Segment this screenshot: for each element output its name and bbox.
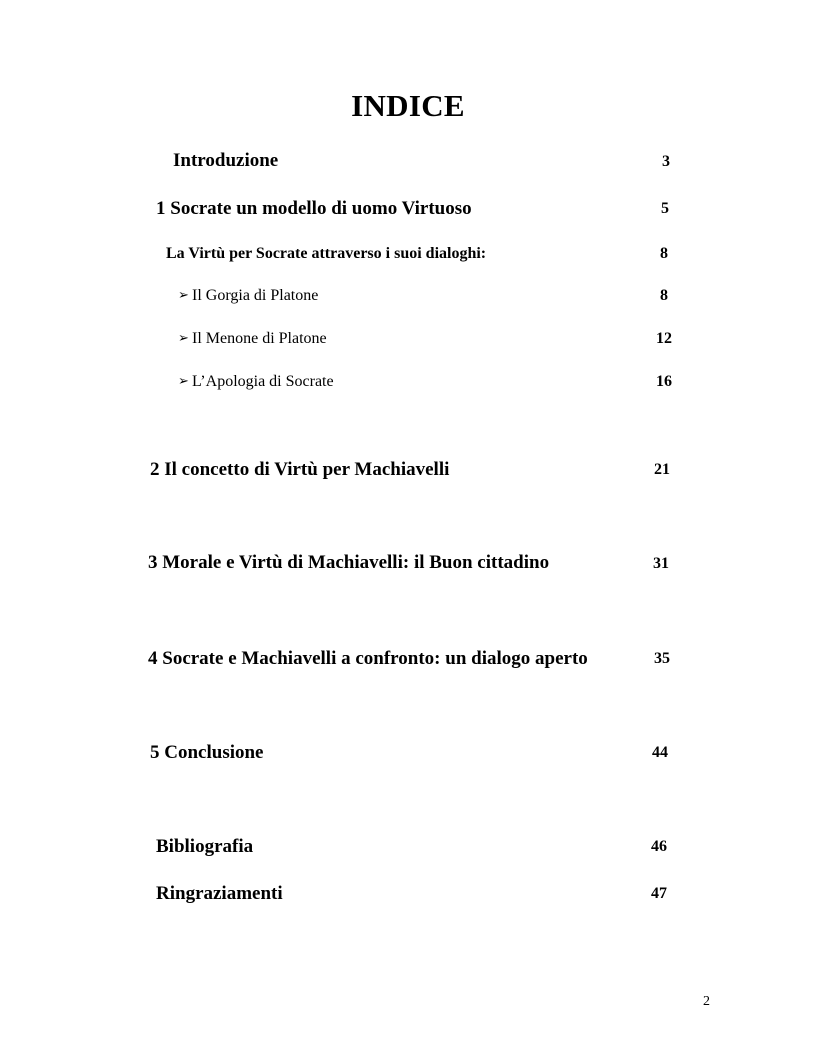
toc-entry-chapter-3[interactable]: 3 Morale e Virtù di Machiavelli: il Buon cittadino — [148, 552, 550, 573]
footer-page-number: 2 — [703, 994, 710, 1009]
toc-entry-menone-label: Il Menone di Platone — [192, 330, 327, 347]
toc-page-chapter-1: 5 — [661, 200, 669, 217]
toc-entry-chapter-1[interactable]: 1 Socrate un modello di uomo Virtuoso — [156, 198, 472, 219]
toc-entry-bibliografia[interactable]: Bibliografia — [156, 836, 254, 857]
toc-page-virtu-socrate: 8 — [660, 245, 668, 262]
page-title: INDICE — [351, 88, 465, 123]
toc-page-apologia: 16 — [656, 373, 672, 390]
toc-entry-chapter-5[interactable]: 5 Conclusione — [150, 742, 264, 763]
toc-entry-apologia[interactable] — [178, 373, 334, 391]
toc-entry-virtu-socrate[interactable]: La Virtù per Socrate attraverso i suoi dialoghi: — [166, 245, 487, 262]
toc-entry-chapter-4[interactable]: 4 Socrate e Machiavelli a confronto: un dialogo aperto — [148, 648, 588, 669]
toc-entry-apologia-label: L’Apologia di Socrate — [192, 373, 334, 390]
toc-page-chapter-3: 31 — [653, 555, 669, 572]
toc-entry-chapter-2[interactable]: 2 Il concetto di Virtù per Machiavelli — [150, 459, 450, 480]
toc-page-introduzione: 3 — [662, 153, 670, 170]
toc-entry-gorgia[interactable] — [178, 287, 318, 305]
toc-page-menone: 12 — [656, 330, 672, 347]
arrowhead-bullet-icon: ➢ — [178, 373, 189, 388]
toc-page-gorgia: 8 — [660, 287, 668, 304]
toc-page-chapter-5: 44 — [652, 744, 668, 761]
toc-entry-ringraziamenti[interactable]: Ringraziamenti — [156, 883, 283, 904]
toc-page-ringraziamenti: 47 — [651, 885, 667, 902]
toc-page-chapter-4: 35 — [654, 650, 670, 667]
toc-page-chapter-2: 21 — [654, 461, 670, 478]
toc-entry-menone[interactable] — [178, 330, 327, 348]
arrowhead-bullet-icon: ➢ — [178, 287, 189, 302]
arrowhead-bullet-icon: ➢ — [178, 330, 189, 345]
toc-entry-gorgia-label: Il Gorgia di Platone — [192, 287, 319, 304]
toc-page-bibliografia: 46 — [651, 838, 667, 855]
toc-entry-introduzione[interactable]: Introduzione — [173, 150, 279, 171]
